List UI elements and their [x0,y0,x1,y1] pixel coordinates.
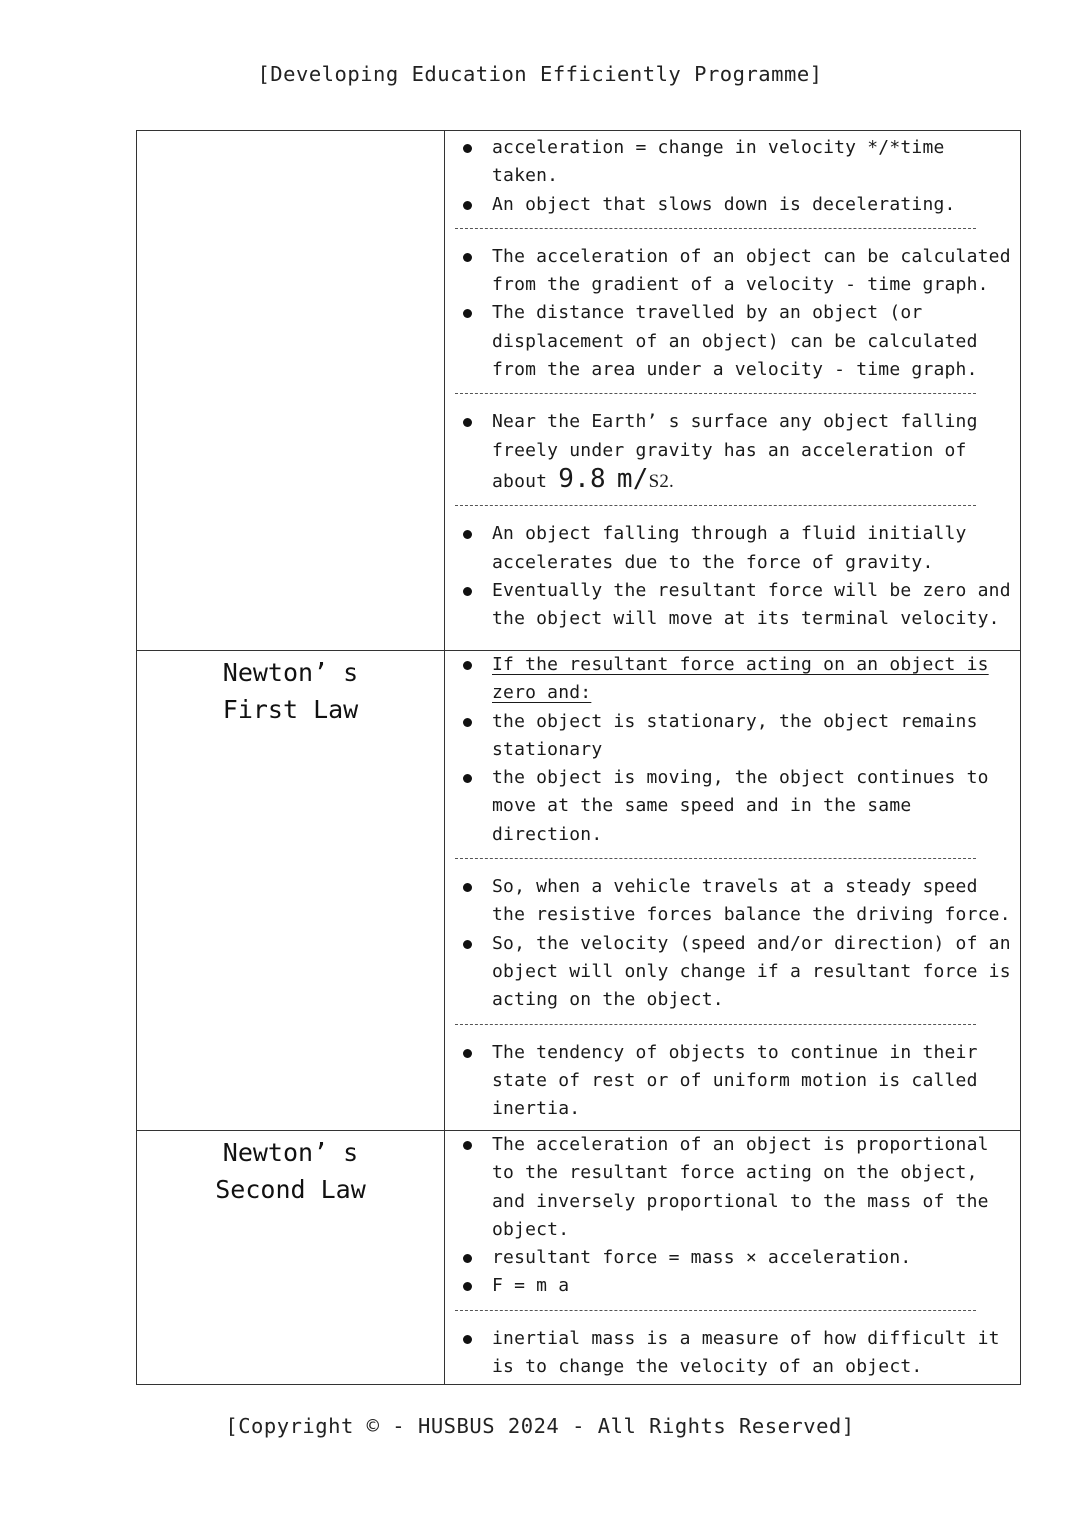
content-cell-first-law [445,651,1021,1131]
section-acceleration [445,131,1020,219]
page-footer: [Copyright © - HUSBUS 2024 - All Rights Reserved] [225,1414,855,1438]
list-item: The acceleration of an object is proportional to the resultant force acting on the object, and inversely proportional to the mass of the object. [455,1131,1012,1244]
dashed-divider [455,228,976,229]
section-inertia [445,1039,1020,1124]
bullet-icon [463,1254,472,1263]
bullet-icon [463,144,472,153]
list-item: An object falling through a fluid initially accelerates due to the force of gravity. [455,520,1012,577]
bullet-icon [463,253,472,262]
list-item: Eventually the resultant force will be zero and the object will move at its terminal velocity. [455,577,1012,634]
list-item: F = m a [455,1272,1012,1300]
list-item: The distance travelled by an object (or displacement of an object) can be calculated from the area under a velocity - time graph. [455,299,1012,384]
table-row-motion [137,131,1021,651]
gravity-unit: m/ [616,463,649,494]
list-item: acceleration = change in velocity */*time taken. [455,134,1012,191]
bullet-icon [463,718,472,727]
gravity-value: 9.8 [558,463,606,494]
section-first-law-statement [445,651,1020,849]
term-label: Newton’ s Second Law [215,1138,366,1204]
bullet-icon [463,1282,472,1291]
bullet-icon [463,1335,472,1344]
section-free-fall [445,408,1020,496]
list-item: the object is moving, the object continues to move at the same speed and in the same direction. [455,764,1012,849]
bullet-icon [463,940,472,949]
bullet-icon [463,530,472,539]
page-header: [Developing Education Efficiently Programme] [257,62,823,86]
list-item: So, when a vehicle travels at a steady speed the resistive forces balance the driving force. [455,873,1012,930]
list-item: The acceleration of an object can be calculated from the gradient of a velocity - time graph. [455,243,1012,300]
table-row-first-law [137,651,1021,1131]
section-velocity-time-graph [445,243,1020,384]
bullet-icon [463,661,472,670]
notes-table [136,130,1021,1385]
dashed-divider [455,393,976,394]
list-item: An object that slows down is decelerating. [455,191,1012,219]
dashed-divider [455,1310,976,1311]
list-item: The tendency of objects to continue in their state of rest or of uniform motion is called inertia. [455,1039,1012,1124]
bullet-icon [463,774,472,783]
table-row-second-law [137,1131,1021,1385]
list-item: If the resultant force acting on an object is zero and: [455,651,1012,708]
section-terminal-velocity [445,520,1020,633]
section-inertial-mass [445,1325,1020,1382]
term-cell-second-law [137,1131,445,1385]
term-cell-empty [137,131,445,651]
dashed-divider [455,505,976,506]
bullet-icon [463,1049,472,1058]
section-balanced-forces [445,873,1020,1014]
list-item: So, the velocity (speed and/or direction) of an object will only change if a resultant force is acting on the object. [455,930,1012,1015]
dashed-divider [455,1024,976,1025]
gravity-unit-suffix: S2. [648,470,674,492]
content-cell-motion [445,131,1021,651]
list-item: Near the Earth’ s surface any object falling freely under gravity has an acceleration of about 9.8 m/S2. [455,408,1012,496]
list-item: resultant force = mass × acceleration. [455,1244,1012,1272]
bullet-icon [463,201,472,210]
term-cell-first-law [137,651,445,1131]
bullet-icon [463,587,472,596]
list-item: inertial mass is a measure of how difficult it is to change the velocity of an object. [455,1325,1012,1382]
term-label: Newton’ s First Law [222,658,359,724]
section-second-law-statement [445,1131,1020,1301]
list-item: the object is stationary, the object remains stationary [455,708,1012,765]
dashed-divider [455,858,976,859]
bullet-icon [463,418,472,427]
bullet-icon [463,883,472,892]
bullet-icon [463,1141,472,1150]
content-cell-second-law [445,1131,1021,1385]
bullet-icon [463,309,472,318]
